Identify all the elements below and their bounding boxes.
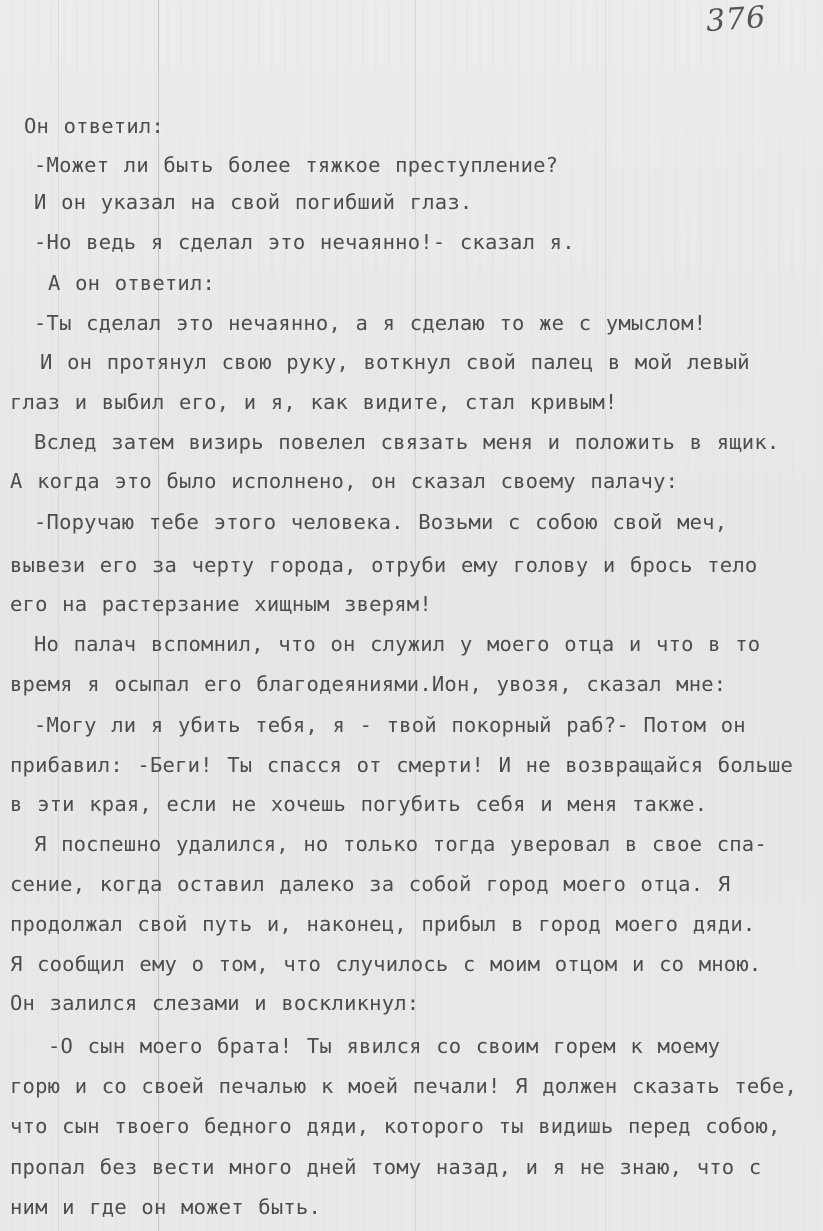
text-line: его на растерзание хищным зверям! <box>10 592 432 616</box>
text-line: горю и со своей печалью к моей печали! Я должен сказать тебе, <box>10 1074 798 1098</box>
text-line: -Ты сделал это нечаянно, а я сделаю то же с умыслом! <box>34 311 707 335</box>
text-line: -Может ли быть более тяжкое преступление? <box>34 153 559 177</box>
text-line: пропал без вести много дней тому назад, и я не знаю, что с <box>10 1155 762 1179</box>
text-line: продолжал свой путь и, наконец, прибыл в город моего дяди. <box>10 912 756 936</box>
text-line: -Поручаю тебе этого человека. Возьми с собою свой меч, <box>34 510 728 534</box>
text-line: Я поспешно удалился, но только тогда уверовал в свое спа- <box>34 832 767 856</box>
page-number: 376 <box>704 0 768 40</box>
text-line: Вслед затем визирь повелел связать меня и положить в ящик. <box>34 430 780 454</box>
text-line: что сын твоего бедного дяди, которого ты видишь перед собою, <box>10 1114 781 1138</box>
text-line: И он указал на свой погибший глаз. <box>34 190 473 214</box>
text-line: Он залился слезами и воскликнул: <box>10 991 420 1015</box>
text-line: прибавил: -Беги! Ты спасся от смерти! И не возвращайся больше <box>10 753 794 777</box>
text-line: ним и где он может быть. <box>10 1195 322 1219</box>
text-line: И он протянул свою руку, воткнул свой палец в мой левый <box>40 350 750 374</box>
text-line: вывези его за черту города, отруби ему голову и брось тело <box>10 553 758 577</box>
text-line: Я сообщил ему о том, что случилось с моим отцом и со мною. <box>10 952 762 976</box>
text-line: А когда это было исполнено, он сказал своему палачу: <box>10 469 679 493</box>
text-line: -О сын моего брата! Ты явился со своим горем к моему <box>48 1034 721 1058</box>
text-line: в эти края, если не хочешь погубить себя и меня также. <box>10 792 708 816</box>
text-line: Он ответил: <box>24 114 164 138</box>
text-line: глаз и выбил его, и я, как видите, стал кривым! <box>10 390 618 414</box>
text-line: Но палач вспомнил, что он служил у моего отца и что в то <box>34 632 761 656</box>
text-line: -Но ведь я сделал это нечаянно!- сказал я. <box>34 230 575 254</box>
text-line: А он ответил: <box>48 271 216 295</box>
text-line: время я осыпал его благодеяниями.Ион, увозя, сказал мне: <box>10 672 727 696</box>
text-line: сение, когда оставил далеко за собой город моего отца. Я <box>10 872 731 896</box>
text-line: -Могу ли я убить тебя, я - твой покорный раб?- Потом он <box>34 713 746 737</box>
